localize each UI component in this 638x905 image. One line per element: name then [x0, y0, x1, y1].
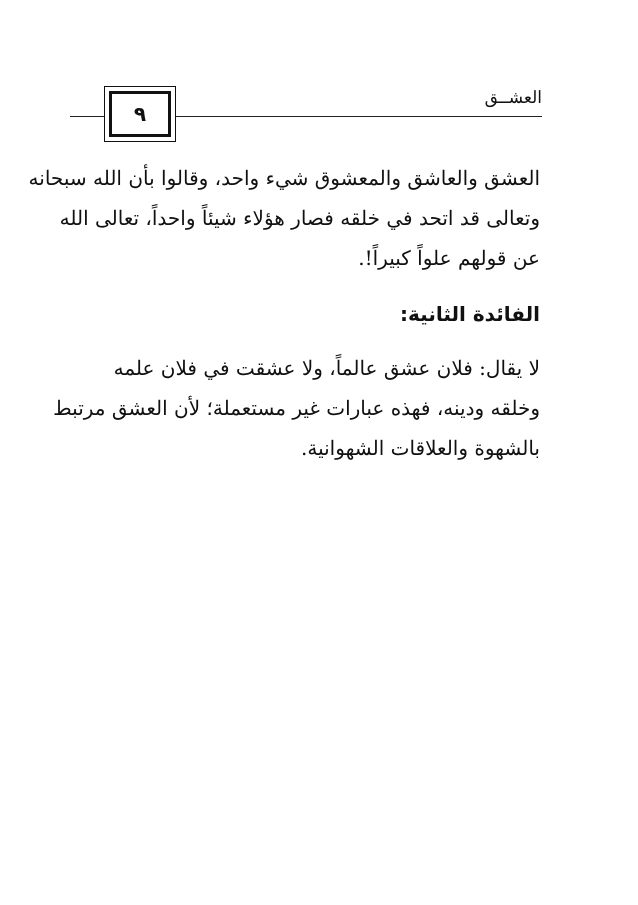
- paragraph-1: [28, 158, 540, 278]
- section-heading: الفائدة الثانية:: [400, 302, 540, 326]
- paragraph-line: لا يقال: فلان عشق عالماً، ولا عشقت في فلان علمه: [113, 356, 540, 380]
- paragraph-line: بالشهوة والعلاقات الشهوانية.: [301, 436, 540, 460]
- page-number-frame: [109, 91, 171, 137]
- page-number: ٩: [133, 102, 147, 126]
- paragraph-2: [53, 348, 540, 468]
- paragraph-line: وخلقه ودينه، فهذه عبارات غير مستعملة؛ لأن العشق مرتبط: [53, 396, 540, 420]
- page-number-box: [104, 86, 176, 142]
- running-title: العشــق: [484, 88, 542, 108]
- paragraph-line: عن قولهم علواً كبيراً!.: [358, 246, 540, 270]
- paragraph-line: العشق والعاشق والمعشوق شيء واحد، وقالوا بأن الله سبحانه: [28, 166, 540, 190]
- paragraph-line: وتعالى قد اتحد في خلقه فصار هؤلاء شيئاً واحداً، تعالى الله: [59, 206, 540, 230]
- page-header: [70, 78, 542, 142]
